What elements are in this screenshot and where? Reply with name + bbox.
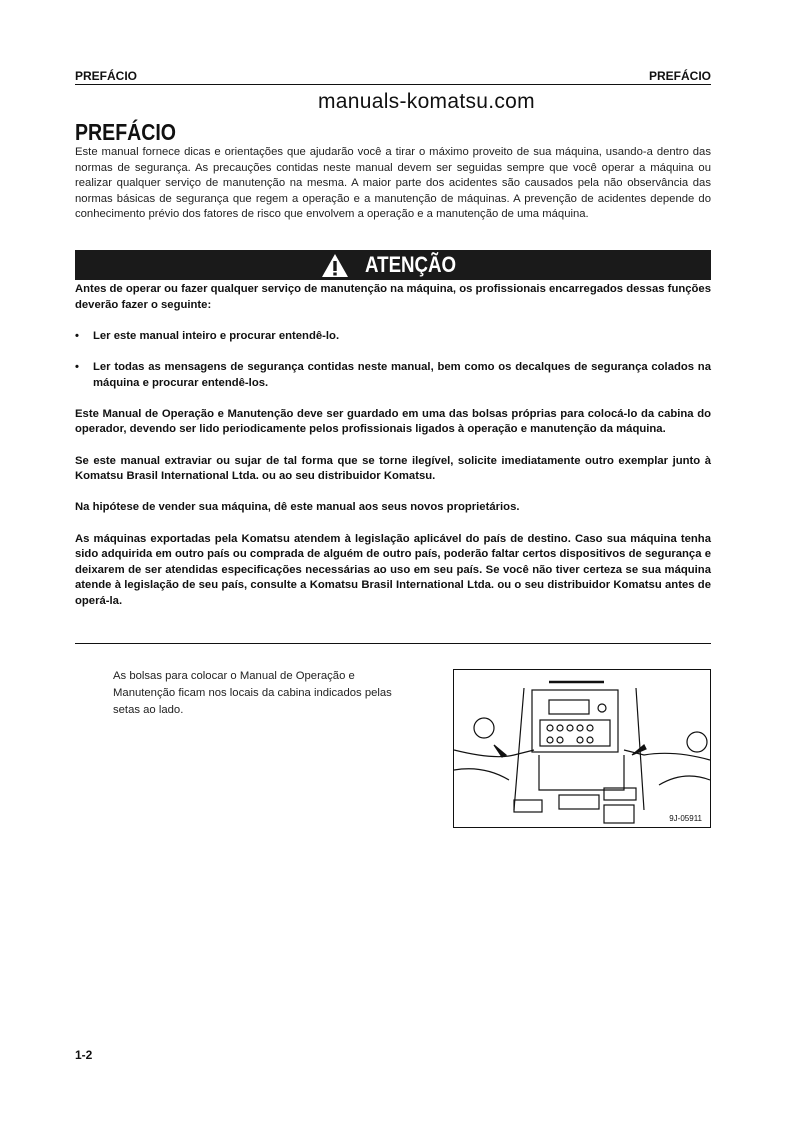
warning-body (75, 282, 711, 625)
paragraph: Na hipótese de vender sua máquina, dê este manual aos seus novos proprietários. (75, 501, 520, 514)
paragraph: Este Manual de Operação e Manutenção deve ser guardado em uma das bolsas próprias para colocá-lo da cabina do operador, devendo ser lido periodicamente pelos profissionais ligados à operação e manutenção da máquina. (75, 407, 711, 436)
header-left: PREFÁCIO (75, 69, 138, 83)
header-right: PREFÁCIO (648, 69, 711, 83)
watermark: manuals-komatsu.com (318, 90, 535, 113)
warning-banner (75, 250, 711, 280)
cab-illustration (453, 669, 711, 828)
figure-caption: As bolsas para colocar o Manual de Operação e Manutenção ficam nos locais da cabina indicados pelas setas ao lado. (113, 670, 392, 716)
warning-intro: Antes de operar ou fazer qualquer serviço de manutenção na máquina, os profissionais encarregados dessas funções deverão fazer o seguinte: (75, 283, 711, 311)
bullet-item: • Ler todas as mensagens de segurança contidas neste manual, bem como os decalques de segurança colados na máquina e procurar entendê-los. (75, 360, 711, 391)
paragraph: As máquinas exportadas pela Komatsu atendem à legislação aplicável do país de destino. Caso sua máquina tenha sido adquirida em outro país ou comprada de alguém de outro país, poderão faltar certos dispositivos de segurança e deixarem de ser atendidas especificações necessárias ao uso em seu país. Se você não tiver certeza se sua máquina atende à legislação de seu país, consulte a Komatsu Brasil International Ltda. ou o seu distribuidor Komatsu antes de operá-la. (75, 532, 711, 607)
figure-id: 9J-05911 (669, 814, 702, 823)
page-number: 1-2 (75, 1048, 93, 1062)
bullet-text: Ler este manual inteiro e procurar entendê-lo. (93, 329, 340, 342)
intro-paragraph: Este manual fornece dicas e orientações que ajudarão você a tirar o máximo proveito de sua máquina, usando-a dentro das normas de segurança. As precauções contidas neste manual devem ser seguidas sempre que você operar a máquina ou realizar qualquer serviço de manutenção na mesma. A maior parte dos acidentes são causados pela não observância das normas básicas de segurança que regem a operação e a manutenção de máquinas. A prevenção de acidentes depende do conhecimento prévio dos fatores de risco que envolvem a operação e a manutenção de uma máquina. (75, 146, 711, 221)
page-title: PREFÁCIO (75, 119, 177, 145)
bullet-item: • Ler este manual inteiro e procurar entendê-lo. (75, 329, 711, 345)
paragraph: Se este manual extraviar ou sujar de tal forma que se torne ilegível, solicite imediatamente outro exemplar junto à Komatsu Brasil International Ltda. ou ao seu distribuidor Komatsu. (75, 454, 711, 483)
warning-icon (321, 253, 349, 278)
header-rule (75, 84, 711, 85)
bullet-text: Ler todas as mensagens de segurança contidas neste manual, bem como os decalques de segurança colados na máquina e procurar entendê-los. (93, 360, 711, 389)
banner-text: ATENÇÃO (365, 252, 457, 277)
section-rule (75, 643, 711, 644)
